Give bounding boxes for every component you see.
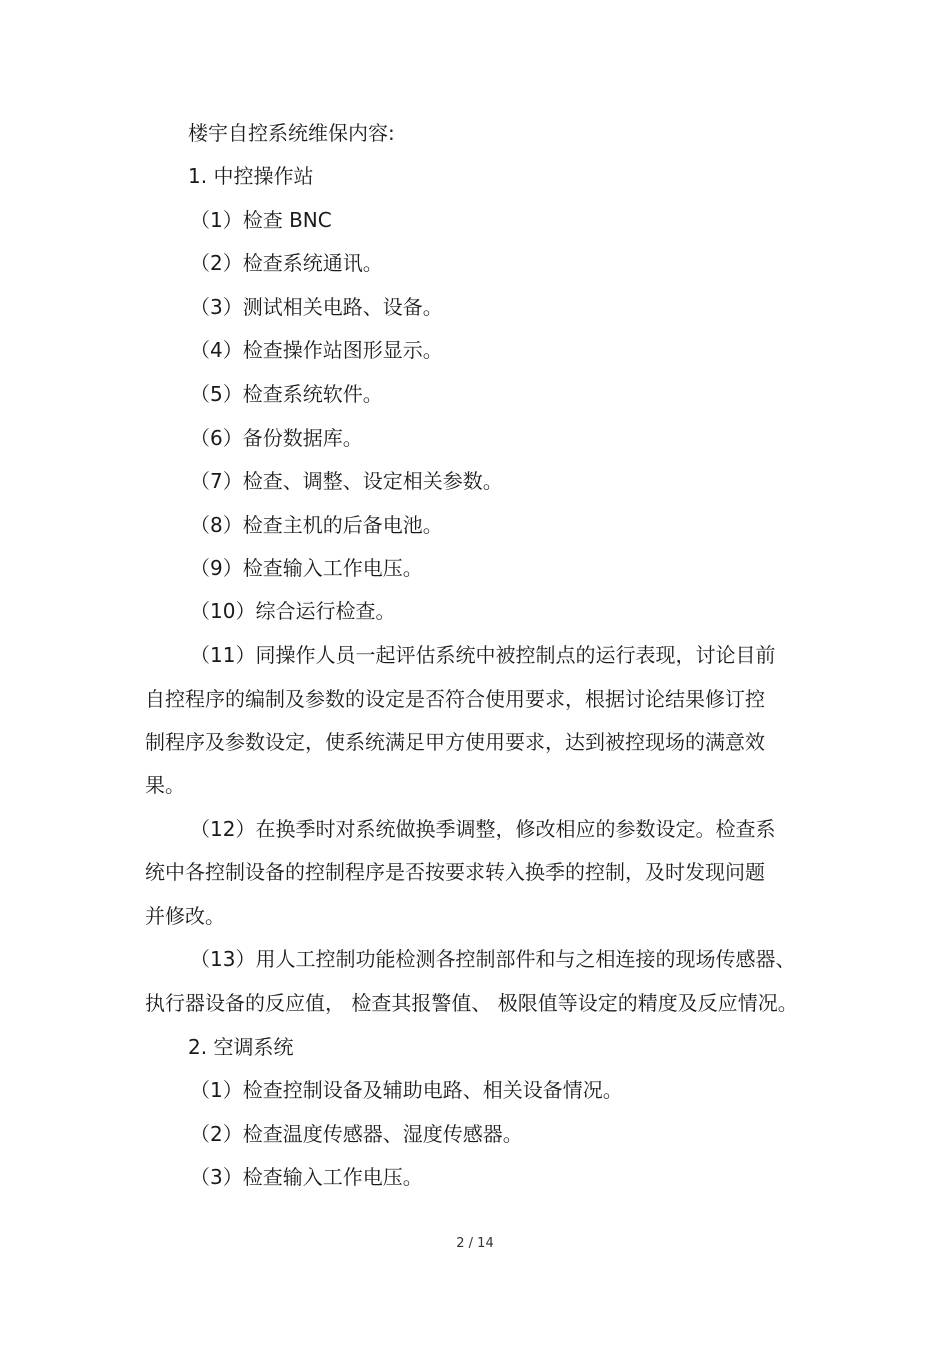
section-1-heading: 1. 中控操作站 [188,164,314,188]
section-1-item-11-line-2: 自控程序的编制及参数的设定是否符合使用要求，根据讨论结果修订控 [145,687,765,711]
document-title: 楼宇自控系统维保内容: [188,121,395,145]
section-1-item-1: （1）检查 BNC [190,208,332,232]
section-1-item-13-line-2: 执行器设备的反应值， 检查其报警值、 极限值等设定的精度及反应情况。 [145,991,798,1015]
section-1-item-4: （4）检查操作站图形显示。 [190,338,443,362]
section-1-item-2: （2）检查系统通讯。 [190,251,383,275]
section-1-item-3: （3）测试相关电路、设备。 [190,295,443,319]
section-1-item-12-line-1: （12）在换季时对系统做换季调整，修改相应的参数设定。检查系 [190,817,776,841]
section-1-item-11-line-1: （11）同操作人员一起评估系统中被控制点的运行表现，讨论目前 [190,643,776,667]
section-1-item-8: （8）检查主机的后备电池。 [190,513,443,537]
section-1-item-6: （6）备份数据库。 [190,426,363,450]
section-2-heading: 2. 空调系统 [188,1035,294,1059]
section-2-item-2: （2）检查温度传感器、湿度传感器。 [190,1122,523,1146]
section-1-item-9: （9）检查输入工作电压。 [190,556,423,580]
page-indicator: 2 / 14 [456,1236,494,1251]
section-1-item-12-line-2: 统中各控制设备的控制程序是否按要求转入换季的控制，及时发现问题 [145,860,765,884]
section-1-item-7: （7）检查、调整、设定相关参数。 [190,469,503,493]
section-1-item-11-line-4: 果。 [145,773,185,797]
section-1-item-5: （5）检查系统软件。 [190,382,383,406]
section-2-item-1: （1）检查控制设备及辅助电路、相关设备情况。 [190,1078,623,1102]
section-1-item-11-line-3: 制程序及参数设定，使系统满足甲方使用要求，达到被控现场的满意效 [145,730,765,754]
section-1-item-13-line-1: （13）用人工控制功能检测各控制部件和与之相连接的现场传感器、 [190,947,796,971]
section-1-item-10: （10）综合运行检查。 [190,599,396,623]
section-1-item-12-line-3: 并修改。 [145,904,225,928]
section-2-item-3: （3）检查输入工作电压。 [190,1165,423,1189]
